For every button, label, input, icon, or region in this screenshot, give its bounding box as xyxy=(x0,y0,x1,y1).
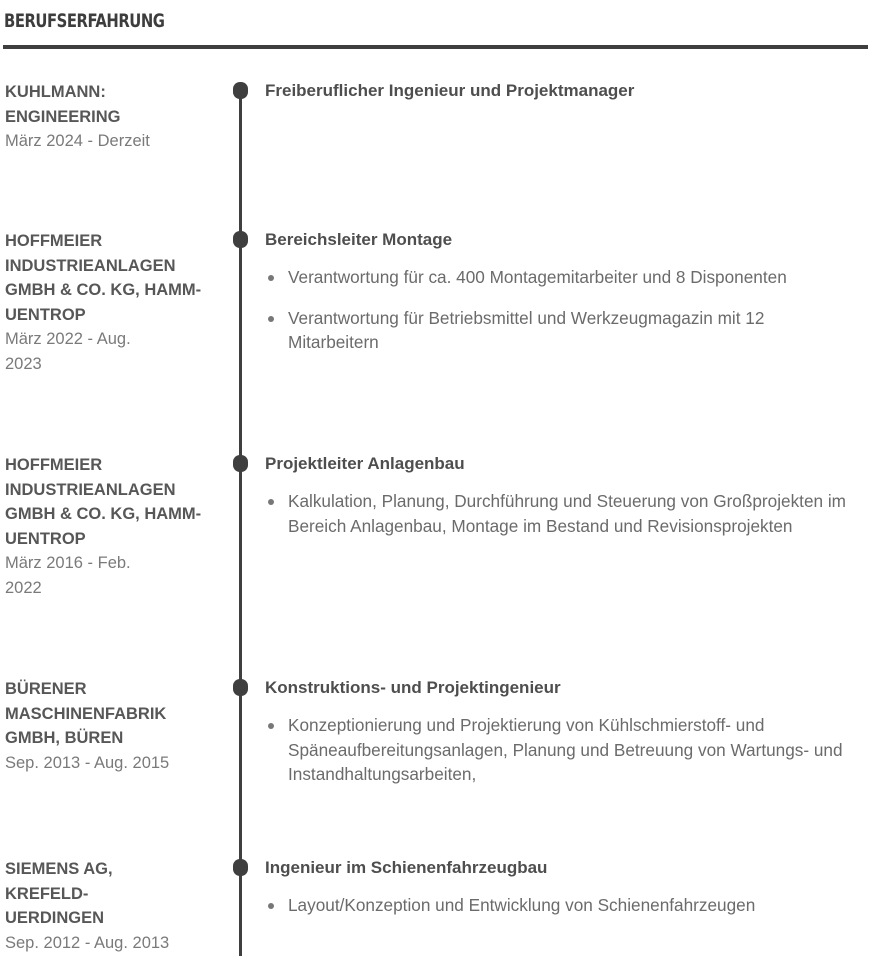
role-title: Konstruktions- und Projektingenieur xyxy=(265,678,561,697)
company-block xyxy=(5,677,205,775)
role-block xyxy=(265,80,865,102)
employment-dates: März 2016 - Feb. 2022 xyxy=(5,554,131,597)
responsibility-text: Verantwortung für ca. 400 Montagemitarbeiter und 8 Disponenten xyxy=(288,267,787,287)
section-title: BERUFSERFAHRUNG xyxy=(4,10,165,32)
bullet-icon xyxy=(268,903,274,909)
responsibility-item xyxy=(265,893,870,918)
timeline-dot-icon xyxy=(233,455,248,472)
responsibility-list xyxy=(265,489,865,538)
responsibility-text: Layout/Konzeption und Entwicklung von Schienenfahrzeugen xyxy=(288,895,756,915)
company-name: SIEMENS AG, KREFELD-UERDINGEN xyxy=(5,860,113,927)
responsibility-list xyxy=(265,265,865,355)
company-block xyxy=(5,453,205,600)
employment-dates: Sep. 2012 - Aug. 2013 xyxy=(5,933,170,952)
bullet-icon xyxy=(268,499,274,505)
company-name: HOFFMEIER INDUSTRIEANLAGEN GMBH & CO. KG, HAMM-UENTROP xyxy=(5,232,202,324)
role-title: Projektleiter Anlagenbau xyxy=(265,454,465,473)
bullet-icon xyxy=(268,275,274,281)
employment-dates: März 2022 - Aug. 2023 xyxy=(5,330,131,373)
responsibility-text: Konzeptionierung und Projektierung von Kühlschmierstoff- und Späneaufbereitungsanlagen, Planung und Betreuung von Wartungs- und Instandhaltungsarbeiten, xyxy=(288,715,843,784)
responsibility-text: Kalkulation, Planung, Durchführung und Steuerung von Großprojekten im Bereich Anlagenbau, Montage im Bestand und Revisionsprojekten xyxy=(288,491,846,536)
role-block xyxy=(265,229,865,371)
responsibility-list xyxy=(265,713,865,787)
company-name: BÜRENER MASCHINENFABRIK GMBH, BÜREN xyxy=(5,680,167,747)
role-title: Bereichsleiter Montage xyxy=(265,230,453,249)
responsibility-item xyxy=(265,489,870,538)
role-title: Freiberuflicher Ingenieur und Projektmanager xyxy=(265,81,635,100)
responsibility-item xyxy=(265,713,870,787)
timeline-dot-icon xyxy=(233,82,248,99)
employment-dates: März 2024 - Derzeit xyxy=(5,132,150,150)
company-block xyxy=(5,857,205,955)
timeline-dot-icon xyxy=(233,231,248,248)
company-name: KUHLMANN: ENGINEERING xyxy=(5,83,121,126)
bullet-icon xyxy=(268,316,274,322)
responsibility-item xyxy=(265,306,858,355)
bullet-icon xyxy=(268,723,274,729)
company-block xyxy=(5,229,205,376)
timeline-line xyxy=(239,88,242,956)
role-block xyxy=(265,453,865,554)
role-block xyxy=(265,677,865,803)
employment-dates: Sep. 2013 - Aug. 2015 xyxy=(5,753,170,772)
responsibility-text: Verantwortung für Betriebsmittel und Werkzeugmagazin mit 12 Mitarbeitern xyxy=(288,307,765,352)
company-name: HOFFMEIER INDUSTRIEANLAGEN GMBH & CO. KG, HAMM-UENTROP xyxy=(5,456,202,548)
responsibility-item xyxy=(265,265,788,290)
responsibility-list xyxy=(265,893,865,918)
section-divider xyxy=(3,45,868,49)
timeline-dot-icon xyxy=(233,679,248,696)
timeline-dot-icon xyxy=(233,859,248,876)
company-block xyxy=(5,80,205,154)
role-block xyxy=(265,857,865,934)
role-title: Ingenieur im Schienenfahrzeugbau xyxy=(265,858,548,877)
